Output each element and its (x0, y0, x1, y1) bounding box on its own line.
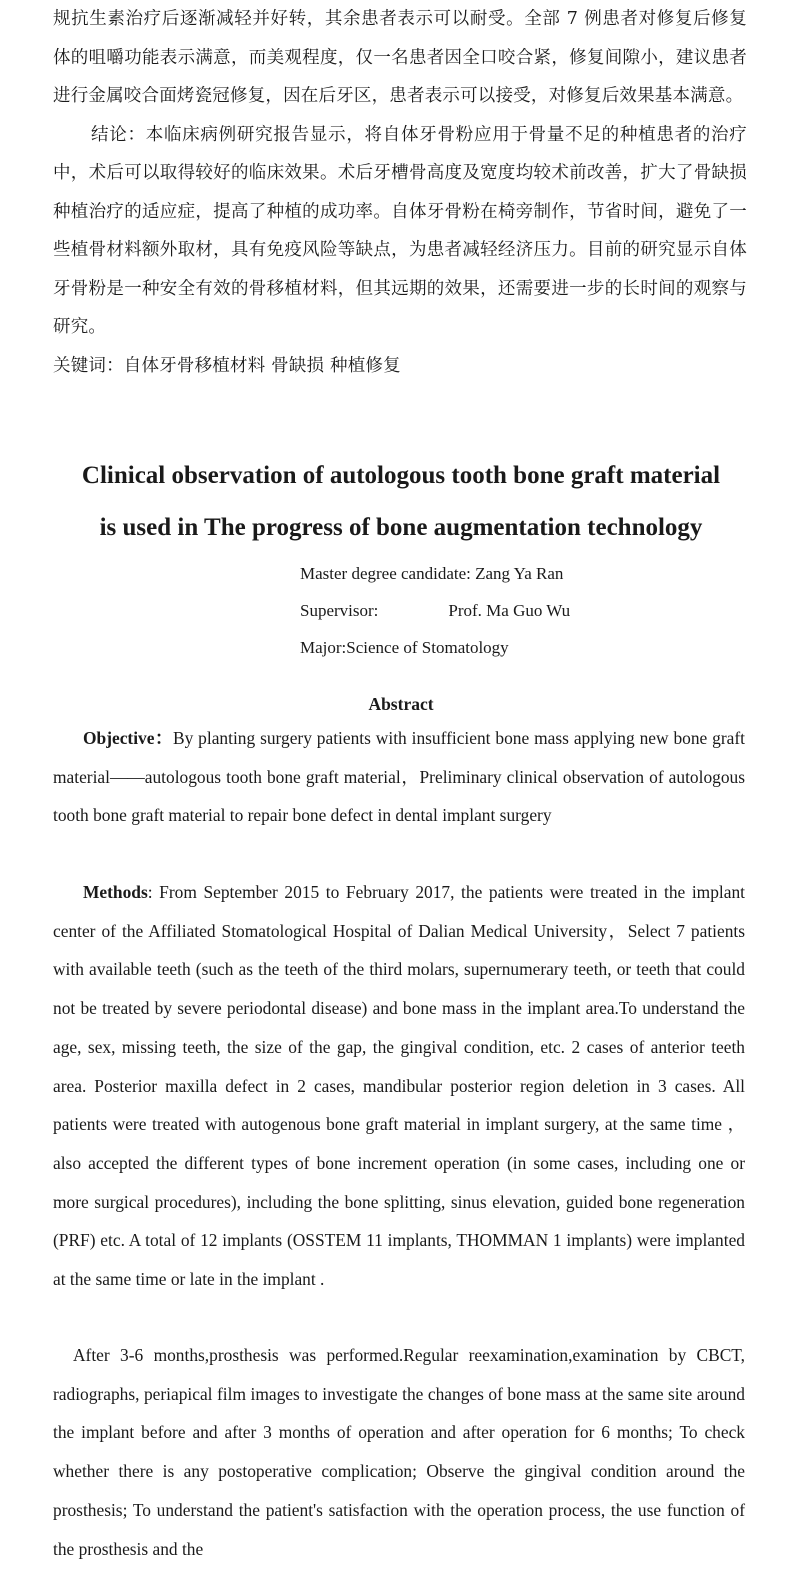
english-title-line-1: Clinical observation of autologous tooth bone graft material (81, 462, 721, 489)
supervisor-name: Prof. Ma Guo Wu (448, 601, 571, 620)
conclusion-paragraph: 结论：本临床病例研究报告显示，将自体牙骨粉应用于骨量不足的种植患者的治疗中，术后可以取得较好的临床效果。术后牙槽骨高度及宽度均较术前改善，扩大了骨缺损种植治疗的适应症，提高了种植的成功率。自体牙骨粉在椅旁制作，节省时间，避免了一些植骨材料额外取材，具有免疫风险等缺点，为患者减轻经济压力。目前的研究显示自体牙骨粉是一种安全有效的骨移植材料，但其远期的效果，还需要进一步的长时间的观察与研究。 (53, 124, 747, 337)
english-title-line-2: is used in The progress of bone augmentation technology (99, 514, 703, 541)
results-paragraph-continuation: 规抗生素治疗后逐渐减轻并好转，其余患者表示可以耐受。全部 7 例患者对修复后修复体的咀嚼功能表示满意，而美观程度，仅一名患者因全口咬合紧，修复间隙小，建议患者进行金属咬合面烤瓷冠修复，因在后牙区，患者表示可以接受，对修复后效果基本满意。 (53, 9, 747, 106)
abstract-heading: Abstract (368, 694, 434, 714)
objective-label: Objective： (83, 728, 173, 748)
methods-label: Methods (83, 882, 148, 902)
methods-text: : From September 2015 to February 2017, the patients were treated in the implant center of the Affiliated Stomatological Hospital of Dalian Medical University，Select 7 patients with available teeth (such as the teeth of the third molars, supernumerary teeth, or teeth that could not be treated by severe periodontal disease) and bone mass in the implant area.To understand the age, sex, missing teeth, the size of the gap, the gingival condition, etc. 2 cases of anterior teeth area. Posterior maxilla defect in 2 cases, mandibular posterior region deletion in 3 cases. All patients were treated with autogenous bone graft material in implant surgery, at the same time ，also accepted the different types of bone increment operation (in some cases, including one or more surgical procedures), including the bone splitting, sinus elevation, guided bone regeneration (PRF) etc. A total of 12 implants (OSSTEM 11 implants, THOMMAN 1 implants) were implanted at the same time or late in the implant . (53, 882, 745, 1290)
methods-paragraph (53, 873, 745, 1299)
keywords-line: 关键词：自体牙骨移植材料 骨缺损 种植修复 (53, 355, 401, 376)
objective-paragraph (53, 719, 745, 835)
objective-text: By planting surgery patients with insufficient bone mass applying new bone graft material——autologous tooth bone graft material，Preliminary clinical observation of autologous tooth bone graft material to repair bone defect in dental implant surgery (53, 728, 745, 826)
chinese-text-block (53, 0, 747, 385)
major-line: Major:Science of Stomatology (300, 638, 509, 657)
supervisor-label: Supervisor: (300, 601, 379, 620)
candidate-line: Master degree candidate: Zang Ya Ran (300, 564, 564, 583)
supervisor-line (300, 592, 570, 629)
after-paragraph: After 3-6 months,prosthesis was performed.Regular reexamination,examination by CBCT, radiographs, periapical film images to investigate the changes of bone mass at the same site around the implant before and after 3 months of operation and after operation for 6 months; To check whether there is any postoperative complication; Observe the gingival condition around the prosthesis; To understand the patient's satisfaction with the operation process, the use function of the prosthesis and the (53, 1345, 745, 1559)
